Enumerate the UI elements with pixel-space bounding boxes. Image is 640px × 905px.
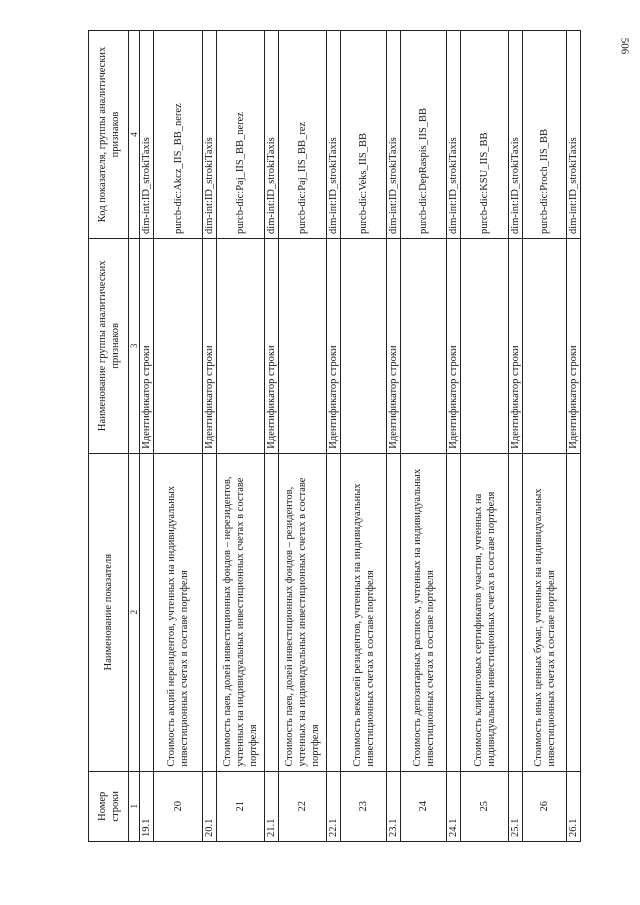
group-name: Идентификатор строки (387, 238, 401, 453)
row-number: 20 (154, 771, 203, 841)
table-row (567, 31, 581, 842)
indicator-code: dim-int:ID_strokiTaxis (387, 31, 401, 239)
column-number-row (129, 31, 140, 842)
table-row (154, 31, 203, 842)
table-row (461, 31, 509, 842)
table-row (341, 31, 387, 842)
group-name: Идентификатор строки (327, 238, 341, 453)
indicator-name: Стоимость паев, долей инвестиционных фондов – нерезидентов, учтенных на индивидуальных инвестиционных счетах в составе портфеля (217, 453, 265, 771)
group-name: Идентификатор строки (509, 238, 523, 453)
indicator-code: dim-int:ID_strokiTaxis (447, 31, 461, 239)
indicator-code: purcb-dic:Proch_IIS_BB (523, 31, 567, 239)
group-name (523, 238, 567, 453)
row-number: 23.1 (387, 771, 401, 841)
column-number: 1 (129, 771, 140, 841)
indicator-code: dim-int:ID_strokiTaxis (140, 31, 154, 239)
document-table-rotated (88, 30, 579, 842)
row-number: 23 (341, 771, 387, 841)
group-name: Идентификатор строки (140, 238, 154, 453)
indicator-code: purcb-dic:KSU_IIS_BB (461, 31, 509, 239)
indicator-name: Стоимость паев, долей инвестиционных фондов – резидентов, учтенных на индивидуальных инвестиционных счетах в составе портфеля (279, 453, 327, 771)
page-number: 506 (617, 37, 630, 55)
indicator-code: purcb-dic:Paj_IIS_BB_nerez (217, 31, 265, 239)
indicator-code: dim-int:ID_strokiTaxis (203, 31, 217, 239)
row-number: 21 (217, 771, 265, 841)
indicator-code: purcb-dic:Veks_IIS_BB (341, 31, 387, 239)
indicator-name (447, 453, 461, 771)
table-row (203, 31, 217, 842)
group-name (154, 238, 203, 453)
indicator-name: Стоимость иных ценных бумаг, учтенных на индивидуальных инвестиционных счетах в составе портфеля (523, 453, 567, 771)
indicator-name (567, 453, 581, 771)
indicator-name (265, 453, 279, 771)
group-name (279, 238, 327, 453)
indicator-code: dim-int:ID_strokiTaxis (567, 31, 581, 239)
column-number: 2 (129, 453, 140, 771)
row-number: 21.1 (265, 771, 279, 841)
group-name: Идентификатор строки (203, 238, 217, 453)
indicator-name: Стоимость клиринговых сертификатов участия, учтенных на индивидуальных инвестиционных счетах в составе портфеля (461, 453, 509, 771)
indicator-name (140, 453, 154, 771)
header-indicator-name: Наименование показателя (89, 453, 129, 771)
group-name (341, 238, 387, 453)
row-number: 25.1 (509, 771, 523, 841)
indicator-code: purcb-dic:DepRaspis_IIS_BB (401, 31, 447, 239)
row-number: 22.1 (327, 771, 341, 841)
row-number: 24 (401, 771, 447, 841)
indicator-code: purcb-dic:Akcz_IIS_BB_nerez (154, 31, 203, 239)
table-row (279, 31, 327, 842)
table-row (447, 31, 461, 842)
indicators-table (88, 30, 581, 842)
table-row (523, 31, 567, 842)
row-number: 26 (523, 771, 567, 841)
group-name (401, 238, 447, 453)
indicator-name (387, 453, 401, 771)
row-number: 22 (279, 771, 327, 841)
group-name: Идентификатор строки (265, 238, 279, 453)
indicator-name (327, 453, 341, 771)
group-name (461, 238, 509, 453)
header-code: Код показателя, группы аналитических признаков (89, 31, 129, 239)
table-row (327, 31, 341, 842)
indicator-name (509, 453, 523, 771)
group-name: Идентификатор строки (567, 238, 581, 453)
column-number: 4 (129, 31, 140, 239)
row-number: 20.1 (203, 771, 217, 841)
indicator-code: dim-int:ID_strokiTaxis (265, 31, 279, 239)
row-number: 25 (461, 771, 509, 841)
header-group-name: Наименование группы аналитических признаков (89, 238, 129, 453)
indicator-code: dim-int:ID_strokiTaxis (327, 31, 341, 239)
indicator-name: Стоимость акций нерезидентов, учтенных на индивидуальных инвестиционных счетах в составе портфеля (154, 453, 203, 771)
table-header-row (89, 31, 129, 842)
indicator-name (203, 453, 217, 771)
column-number: 3 (129, 238, 140, 453)
row-number: 24.1 (447, 771, 461, 841)
row-number: 19.1 (140, 771, 154, 841)
table-row (401, 31, 447, 842)
table-row (509, 31, 523, 842)
table-row (387, 31, 401, 842)
indicator-name: Стоимость векселей резидентов, учтенных на индивидуальных инвестиционных счетах в составе портфеля (341, 453, 387, 771)
table-row (140, 31, 154, 842)
row-number: 26.1 (567, 771, 581, 841)
group-name: Идентификатор строки (447, 238, 461, 453)
group-name (217, 238, 265, 453)
indicator-code: purcb-dic:Paj_IIS_BB_rez (279, 31, 327, 239)
table-row (265, 31, 279, 842)
header-row-number: Номер строки (89, 771, 129, 841)
indicator-code: dim-int:ID_strokiTaxis (509, 31, 523, 239)
table-row (217, 31, 265, 842)
indicator-name: Стоимость депозитарных расписок, учтенных на индивидуальных инвестиционных счетах в составе портфеля (401, 453, 447, 771)
